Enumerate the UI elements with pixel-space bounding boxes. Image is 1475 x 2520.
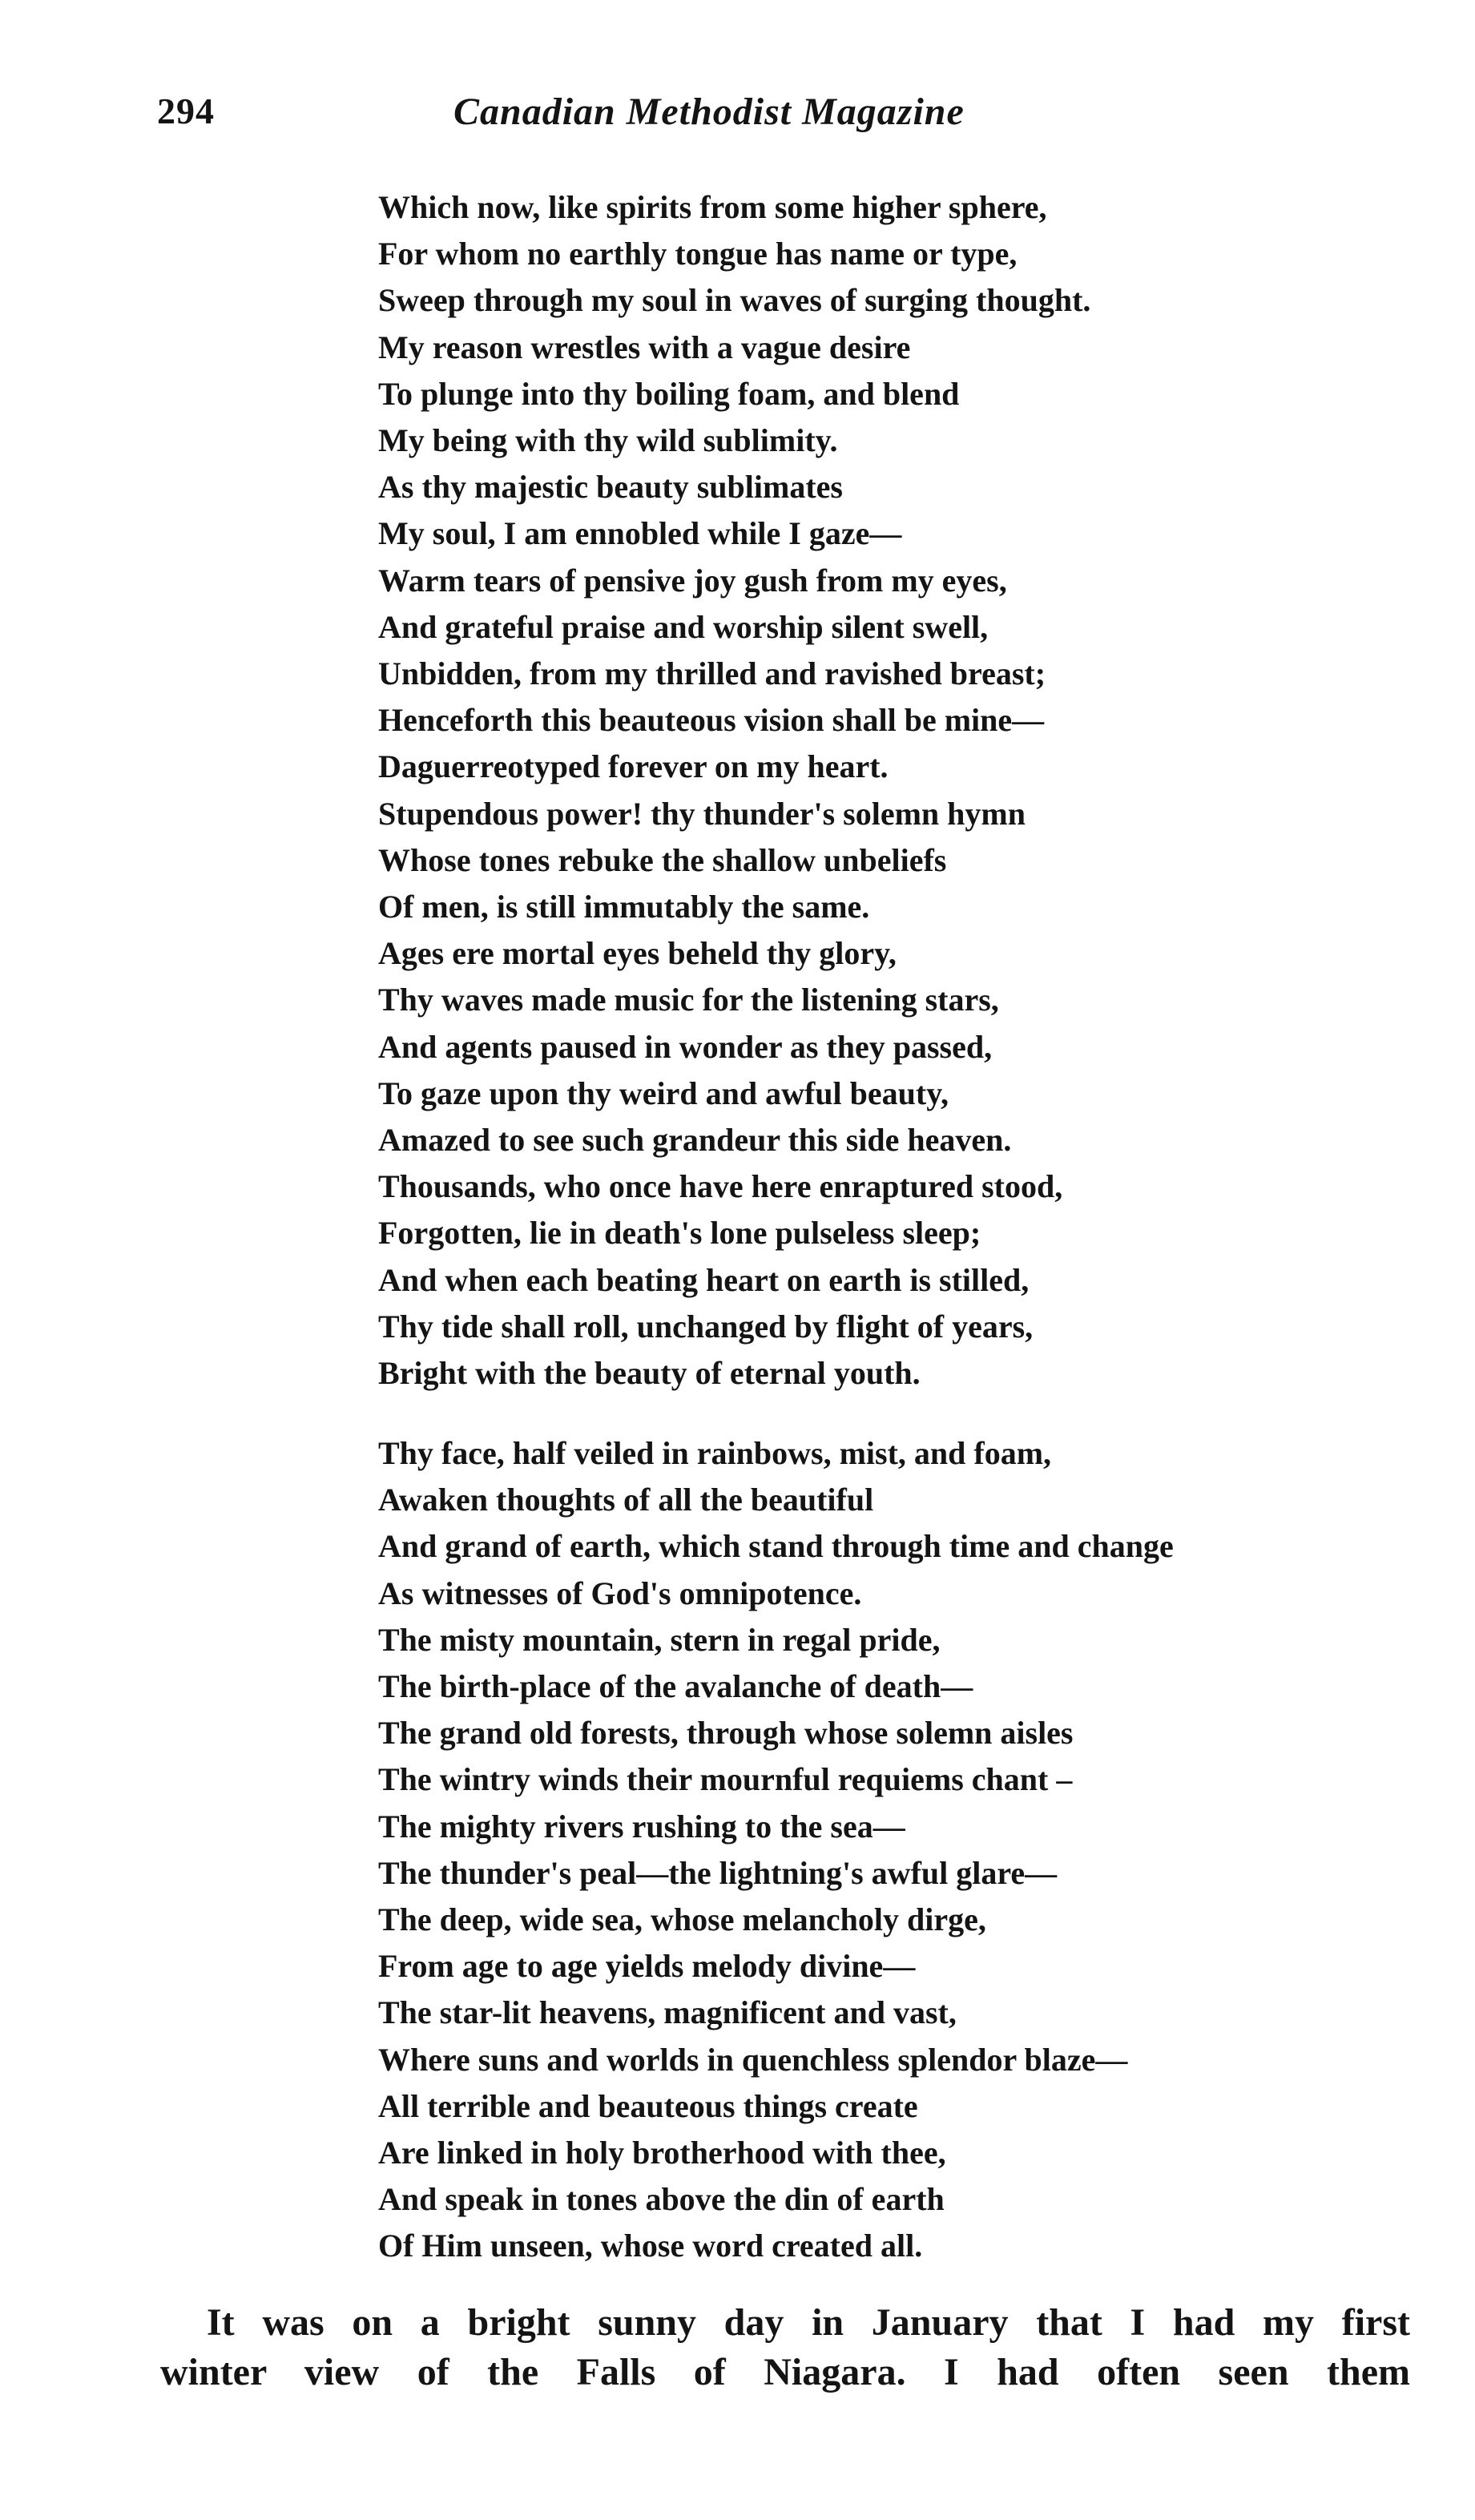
poem-line: Awaken thoughts of all the beautiful <box>378 1482 874 1518</box>
poem-line: The deep, wide sea, whose melancholy dirge, <box>378 1901 986 1938</box>
poem-stanza-2 <box>378 1430 1174 2270</box>
poem-line: The star-lit heavens, magnificent and vast, <box>378 1994 957 2031</box>
poem-line: Thy face, half veiled in rainbows, mist, and foam, <box>378 1435 1052 1471</box>
poem-line: Ages ere mortal eyes beheld thy glory, <box>378 935 897 972</box>
poem-line: My being with thy wild sublimity. <box>378 422 838 459</box>
poem-line: My reason wrestles with a vague desire <box>378 329 911 365</box>
poem-line: Of Him unseen, whose word created all. <box>378 2228 923 2264</box>
poem-line: And when each beating heart on earth is stilled, <box>378 1261 1030 1298</box>
poem-line: And speak in tones above the din of earth <box>378 2181 945 2218</box>
poem-line: Where suns and worlds in quenchless splendor blaze— <box>378 2041 1128 2078</box>
poem-line: Of men, is still immutably the same. <box>378 889 870 925</box>
prose-line: winter view of the Falls of Niagara. I had often seen them <box>160 2351 1410 2393</box>
poem-line: The misty mountain, stern in regal pride, <box>378 1621 941 1658</box>
poem-line: Thy waves made music for the listening stars, <box>378 982 999 1018</box>
poem-line: The thunder's peal—the lightning's awful glare— <box>378 1854 1058 1891</box>
page-header <box>157 90 1407 154</box>
poem-line: The wintry winds their mournful requiems chant – <box>378 1761 1073 1798</box>
poem-line: My soul, I am ennobled while I gaze— <box>378 515 902 552</box>
poem-line: Thy tide shall roll, unchanged by flight of years, <box>378 1308 1034 1345</box>
poem-line: And grand of earth, which stand through time and change <box>378 1528 1174 1565</box>
poem-line: And agents paused in wonder as they passed, <box>378 1028 993 1065</box>
page-number: 294 <box>157 91 215 131</box>
poem-line: Whose tones rebuke the shallow unbeliefs <box>378 841 947 878</box>
poem-line: Which now, like spirits from some higher sphere, <box>378 189 1047 225</box>
poem-line: And grateful praise and worship silent swell, <box>378 608 989 645</box>
poem-line: The grand old forests, through whose solemn aisles <box>378 1715 1074 1752</box>
poem-line: As witnesses of God's omnipotence. <box>378 1574 862 1611</box>
running-title: Canadian Methodist Magazine <box>453 91 965 133</box>
poem-line: All terrible and beauteous things create <box>378 2087 918 2124</box>
poem-line: From age to age yields melody divine— <box>378 1948 916 1985</box>
prose-line: It was on a bright sunny day in January that I had my first <box>207 2301 1410 2344</box>
poem-line: Unbidden, from my thrilled and ravished breast; <box>378 655 1046 692</box>
poem-line: Are linked in holy brotherhood with thee, <box>378 2135 946 2171</box>
poem-line: For whom no earthly tongue has name or type, <box>378 236 1018 272</box>
poem-line: Daguerreotyped forever on my heart. <box>378 748 889 785</box>
poem-line: Forgotten, lie in death's lone pulseless sleep; <box>378 1215 981 1252</box>
poem-line: Stupendous power! thy thunder's solemn hymn <box>378 795 1026 832</box>
poem-line: Thousands, who once have here enraptured stood, <box>378 1168 1063 1205</box>
poem-line: Amazed to see such grandeur this side heaven. <box>378 1122 1012 1159</box>
prose-paragraph <box>160 2298 1410 2397</box>
poem-line: To plunge into thy boiling foam, and blend <box>378 375 960 412</box>
poem-line: To gaze upon thy weird and awful beauty, <box>378 1075 949 1111</box>
poem-line: Bright with the beauty of eternal youth. <box>378 1355 921 1392</box>
poem-line: The birth-place of the avalanche of death— <box>378 1668 973 1705</box>
poem-line: Henceforth this beauteous vision shall be mine— <box>378 702 1045 739</box>
poem-line: As thy majestic beauty sublimates <box>378 469 843 506</box>
poem-stanza-1 <box>378 184 1090 1397</box>
poem-line: Sweep through my soul in waves of surging thought. <box>378 282 1091 319</box>
poem-line: The mighty rivers rushing to the sea— <box>378 1808 905 1845</box>
poem-line: Warm tears of pensive joy gush from my eyes, <box>378 562 1007 599</box>
